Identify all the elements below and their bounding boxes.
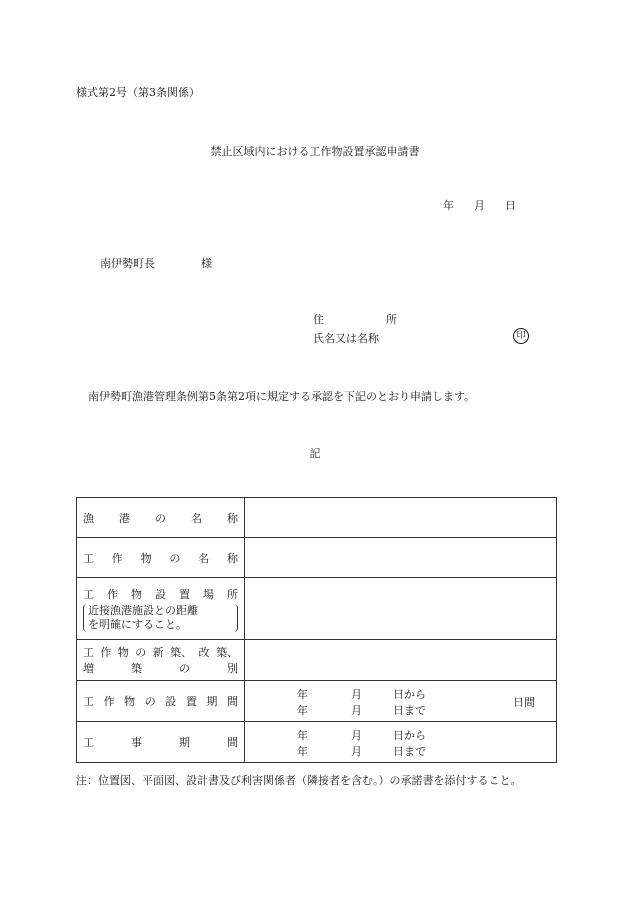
applicant-address-row: [313, 311, 397, 327]
table-row-harbor-name: [77, 498, 557, 538]
location-label: 工 作 物 設 置 場 所 近接漁港施設との距離 を明確にすること。: [77, 578, 245, 640]
days-label: 日間: [513, 696, 535, 709]
construction-type-field[interactable]: [245, 640, 557, 681]
attachment-note: 注：位置図、平面図、設計書及び利害関係者（隣接者を含む。）の承諾書を添付すること。: [76, 774, 522, 787]
table-row-construction-period: [77, 722, 557, 763]
date-line: [443, 197, 516, 213]
location-note: 近接漁港施設との距離 を明確にすること。: [83, 604, 238, 632]
table-row-installation-period: [77, 681, 557, 722]
table-row-structure-name: [77, 538, 557, 578]
structure-name-field[interactable]: [245, 538, 557, 578]
form-number: 様式第2号（第3条関係）: [76, 86, 200, 99]
harbor-name-field[interactable]: [245, 498, 557, 538]
addressee-honorific: 様: [201, 257, 212, 270]
addressee-name: 南伊勢町長: [100, 257, 155, 270]
table-row-location: [77, 578, 557, 640]
addressee: [100, 255, 212, 271]
construction-type-label: 工 作 物 の 新 築、 改 築、 増 築 の 別: [77, 640, 245, 681]
location-field[interactable]: [245, 578, 557, 640]
construction-period-field[interactable]: 年 月 日から 年 月 日まで: [245, 722, 557, 763]
harbor-name-label: 漁 港 の 名 称: [77, 498, 245, 538]
address-label: 住 所: [313, 313, 397, 326]
date-day-label: 日: [505, 199, 516, 212]
application-statement: 南伊勢町漁港管理条例第5条第2項に規定する承認を下記のとおり申請します。: [88, 390, 476, 403]
document-title: 禁止区域内における工作物設置承認申請書: [210, 145, 420, 158]
applicant-name-label: 氏名又は名称: [313, 332, 379, 345]
seal-mark: 印: [513, 328, 529, 344]
installation-period-label: 工 作 物 の 設 置 期 間: [77, 681, 245, 722]
date-year-label: 年: [443, 199, 454, 212]
date-month-label: 月: [474, 199, 485, 212]
installation-period-field[interactable]: 年 月 日から 年 月 日まで 日間: [245, 681, 557, 722]
ki-heading: 記: [309, 447, 321, 460]
construction-period-label: 工 事 期 間: [77, 722, 245, 763]
table-row-construction-type: [77, 640, 557, 681]
structure-name-label: 工 作 物 の 名 称: [77, 538, 245, 578]
application-table: [76, 497, 557, 763]
